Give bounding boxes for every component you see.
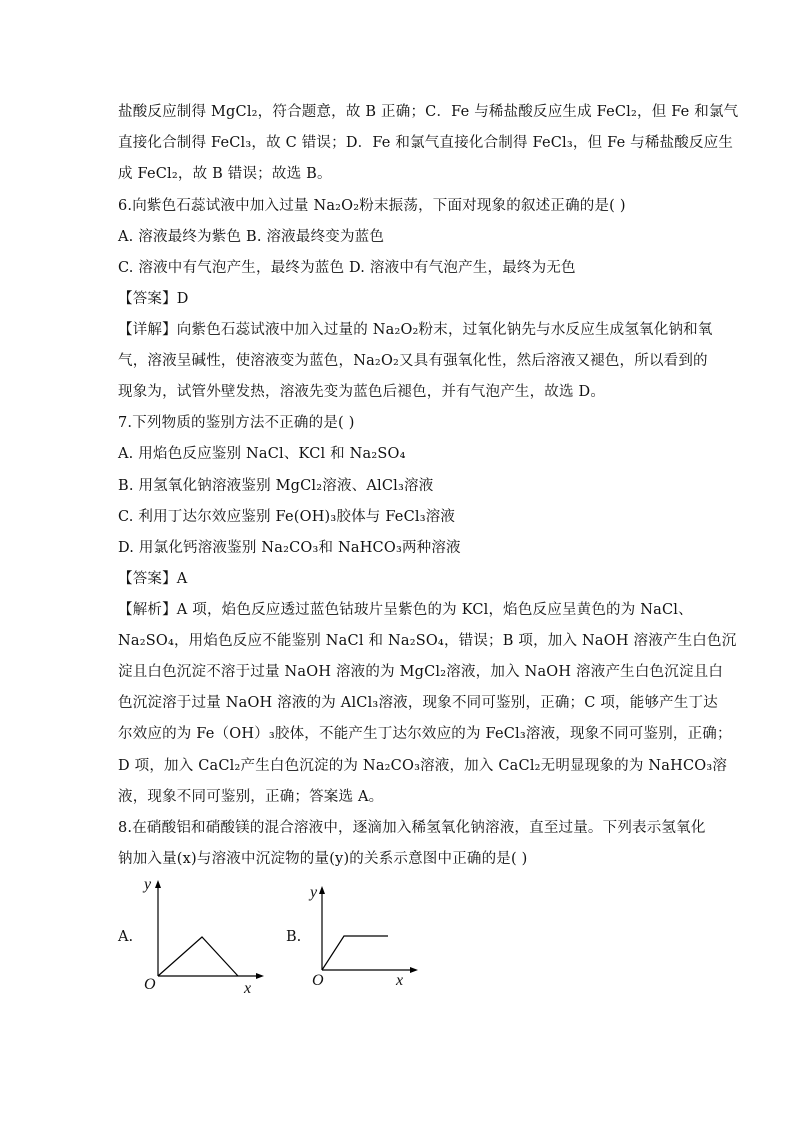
explanation-6: 气，溶液呈碱性，使溶液变为蓝色，Na₂O₂又具有强氧化性，然后溶液又褪色，所以看到的 [118,353,708,369]
question-7-option-a: A. 用焰色反应鉴别 NaCl、KCl 和 Na₂SO₄ [118,446,406,462]
explanation-7: 淀且白色沉淀不溶于过量 NaOH 溶液的为 MgCl₂溶液，加入 NaOH 溶液产生白色沉淀且白 [118,664,724,680]
graph-a [138,876,268,996]
question-6-options-cd: C. 溶液中有气泡产生，最终为蓝色 D. 溶液中有气泡产生，最终为无色 [118,260,576,276]
explanation-7: Na₂SO₄，用焰色反应不能鉴别 NaCl 和 Na₂SO₄，错误；B 项，加入 NaOH 溶液产生白色沉 [118,633,737,649]
explanation-7: 尔效应的为 Fe（OH）₃胶体，不能产生丁达尔效应的为 FeCl₃溶液，现象不同可鉴别，正确； [118,726,732,742]
question-7: 7.下列物质的鉴别方法不正确的是( ) [118,415,355,431]
question-6-options-ab: A. 溶液最终为紫色 B. 溶液最终变为蓝色 [118,229,385,245]
graph-a-x-label: x [244,980,252,997]
graph-b [304,880,424,995]
graph-a-origin-label: O [144,976,156,993]
question-6: 6.向紫色石蕊试液中加入过量 Na₂O₂粉末振荡，下面对现象的叙述正确的是( ) [118,198,626,214]
graph-a-y-arrow [155,880,161,888]
answer-7: 【答案】A [118,571,188,587]
explanation-7: D 项，加入 CaCl₂产生白色沉淀的为 Na₂CO₃溶液，加入 CaCl₂无明显现象的为 NaHCO₃溶 [118,758,728,774]
answer-6: 【答案】D [118,291,189,307]
explanation-6: 【详解】向紫色石蕊试液中加入过量的 Na₂O₂粉末，过氧化钠先与水反应生成氢氧化钠和氧 [118,322,713,338]
graph-a-y-label: y [144,876,152,893]
graph-b-curve [322,936,388,970]
text-line: 成 FeCl₂，故 B 错误；故选 B。 [118,166,332,182]
explanation-7: 液，现象不同可鉴别，正确；答案选 A。 [118,789,384,805]
question-7-option-b: B. 用氢氧化钠溶液鉴别 MgCl₂溶液、AlCl₃溶液 [118,478,434,494]
question-7-option-d: D. 用氯化钙溶液鉴别 Na₂CO₃和 NaHCO₃两种溶液 [118,540,461,556]
explanation-7: 色沉淀溶于过量 NaOH 溶液的为 AlCl₃溶液，现象不同可鉴别，正确；C 项，能够产生丁达 [118,695,718,711]
question-8: 钠加入量(x)与溶液中沉淀物的量(y)的关系示意图中正确的是( ) [118,851,528,867]
graph-a-svg [138,876,268,996]
graph-b-y-arrow [319,886,325,894]
graph-a-option-label: A. [118,929,134,945]
explanation-6: 现象为，试管外壁发热，溶液先变为蓝色后褪色，并有气泡产生，故选 D。 [118,384,606,400]
question-8: 8.在硝酸铝和硝酸镁的混合溶液中，逐滴加入稀氢氧化钠溶液，直至过量。下列表示氢氧化 [118,820,706,836]
graph-b-x-arrow [410,967,418,973]
question-7-option-c: C. 利用丁达尔效应鉴别 Fe(OH)₃胶体与 FeCl₃溶液 [118,509,456,525]
graph-b-y-label: y [310,884,318,901]
graph-a-curve [158,937,238,976]
graph-b-origin-label: O [312,972,324,989]
graph-b-option-label: B. [286,929,302,945]
explanation-7: 【解析】A 项，焰色反应透过蓝色钴玻片呈紫色的为 KCl，焰色反应呈黄色的为 NaCl、 [118,602,693,618]
graph-b-x-label: x [396,972,404,989]
text-line: 盐酸反应制得 MgCl₂，符合题意，故 B 正确；C．Fe 与稀盐酸反应生成 FeCl₂，但 Fe 和氯气 [118,104,739,120]
text-line: 直接化合制得 FeCl₃，故 C 错误；D．Fe 和氯气直接化合制得 FeCl₃，但 Fe 与稀盐酸反应生 [118,135,734,151]
graph-a-x-arrow [256,973,264,979]
